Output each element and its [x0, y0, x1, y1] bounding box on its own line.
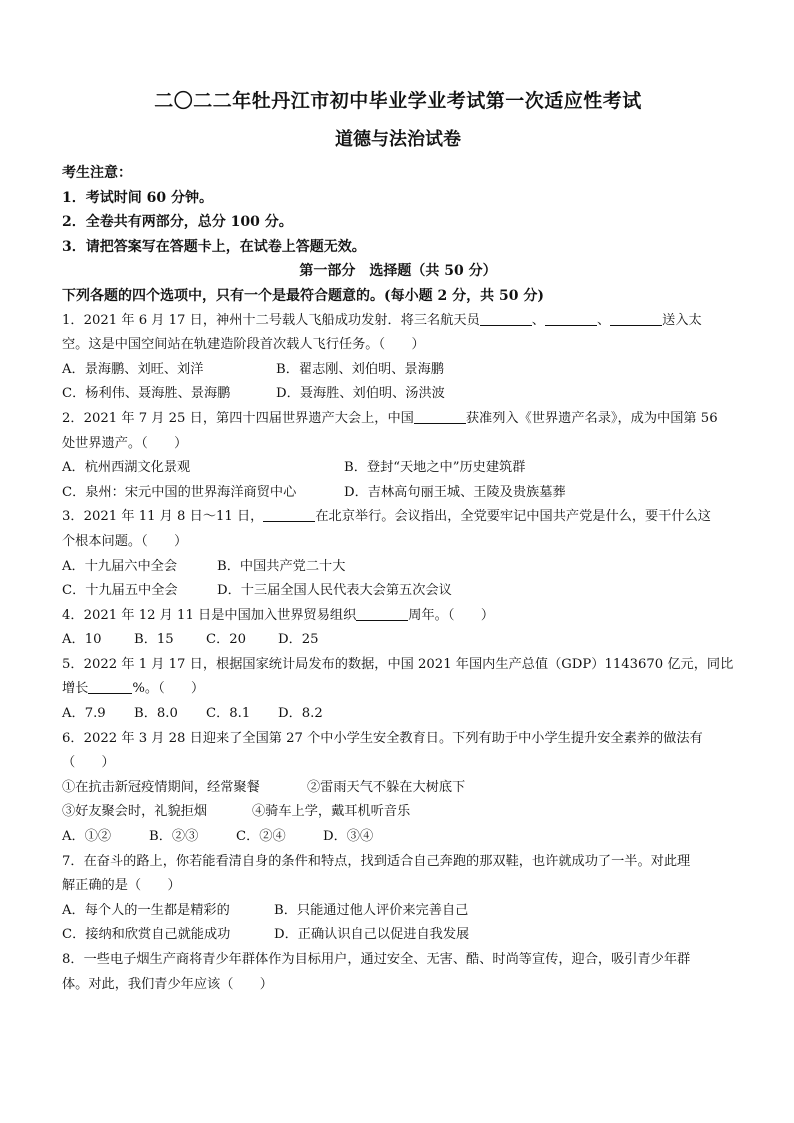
option-c: C．泉州：宋元中国的世界海洋商贸中心 [62, 484, 297, 500]
notice-item-2: 2．全卷共有两部分，总分 100 分。 [62, 214, 293, 231]
option-row [62, 923, 734, 948]
option-row [62, 899, 734, 924]
option-row [62, 702, 734, 727]
notice-item-3: 3．请把答案写在答题卡上，在试卷上答题无效。 [62, 238, 366, 255]
option-d: D．聂海胜、刘伯明、汤洪波 [276, 386, 445, 402]
statement-1: ①在抗击新冠疫情期间，经常聚餐 [62, 779, 260, 795]
question-1 [62, 309, 734, 407]
option-a: A．每个人的一生都是精彩的 [62, 902, 230, 918]
statement-row [62, 776, 734, 801]
question-5 [62, 653, 734, 727]
option-d: D．吉林高句丽王城、王陵及贵族墓葬 [344, 484, 566, 500]
option-row [62, 555, 734, 580]
option-d: D．正确认识自己以促进自我发展 [274, 927, 470, 943]
question-2 [62, 407, 734, 505]
notice-section [62, 161, 734, 259]
question-stem-cont: （ ） [62, 755, 115, 771]
option-d: D．③④ [323, 829, 374, 845]
question-7 [62, 850, 734, 948]
question-stem: 1．2021 年 6 月 17 日，神州十二号载人飞船成功发射．将三名航天员 、 、 送入太 [62, 312, 702, 328]
question-8 [62, 948, 734, 997]
question-6 [62, 727, 734, 850]
option-b: B．②③ [149, 829, 199, 845]
notice-item-1: 1．考试时间 60 分钟。 [62, 189, 213, 206]
answer-blank [263, 507, 315, 522]
option-a: A．7.9 [62, 706, 106, 722]
question-stem-cont: 体。对此，我们青少年应该（ ） [62, 976, 273, 992]
statement-2: ②雷雨天气不躲在大树底下 [307, 779, 466, 795]
option-c: C．8.1 [206, 706, 251, 722]
option-b: B．8.0 [134, 706, 178, 722]
answer-blank [88, 679, 132, 694]
option-a: A．①② [62, 829, 112, 845]
option-d: D．25 [278, 632, 319, 648]
question-stem: 2．2021 年 7 月 25 日，第四十四届世界遗产大会上，中国 获准列入《世界遗产名录》，成为中国第 56 [62, 410, 718, 426]
answer-blank [414, 409, 466, 424]
question-stem: 7．在奋斗的路上，你若能看清自身的条件和特点，找到适合自己奔跑的那双鞋，也许就成功了一半。对此理 [62, 853, 691, 869]
option-row [62, 628, 734, 653]
question-stem-cont: 空。这是中国空间站在轨建造阶段首次载人飞行任务。（ ） [62, 337, 425, 353]
option-d: D．8.2 [278, 706, 323, 722]
option-row [62, 358, 734, 383]
question-stem-cont: 解正确的是（ ） [62, 878, 181, 894]
part1-instruction: 下列各题的四个选项中，只有一个是最符合题意的。(每小题 2 分，共 50 分) [62, 287, 544, 304]
option-d: D．十三届全国人民代表大会第五次会议 [217, 583, 452, 599]
question-4 [62, 604, 734, 653]
option-c: C．十九届五中全会 [62, 583, 178, 599]
question-stem-cont: 增长 %。（ ） [62, 681, 205, 697]
option-row [62, 456, 734, 481]
question-stem: 4．2021 年 12 月 11 日是中国加入世界贸易组织 周年。（ ） [62, 607, 495, 623]
option-b: B．中国共产党二十大 [217, 558, 346, 574]
statement-4: ④骑车上学，戴耳机听音乐 [252, 804, 411, 820]
option-a: A．10 [62, 632, 102, 648]
option-c: C．20 [206, 632, 247, 648]
option-row [62, 825, 734, 850]
notice-heading: 考生注意： [62, 165, 132, 181]
option-c: C．杨利伟、聂海胜、景海鹏 [62, 386, 231, 402]
option-b: B．翟志刚、刘伯明、景海鹏 [276, 361, 444, 377]
exam-title: 二〇二二年牡丹江市初中毕业学业考试第一次适应性考试 [154, 90, 642, 112]
exam-subtitle: 道德与法治试卷 [335, 129, 461, 150]
question-stem-cont: 个根本问题。（ ） [62, 533, 188, 549]
option-b: B．只能通过他人评价来完善自己 [274, 902, 469, 918]
option-a: A．十九届六中全会 [62, 558, 178, 574]
question-stem: 3．2021 年 11 月 8 日～11 日， 在北京举行。会议指出，全党要牢记中国共产党是什么，要干什么这 [62, 509, 711, 525]
statement-row [62, 800, 734, 825]
option-c: C．②④ [236, 829, 286, 845]
option-row [62, 481, 734, 506]
answer-blank [545, 311, 597, 326]
answer-blank [356, 606, 408, 621]
option-b: B．登封“天地之中”历史建筑群 [344, 460, 526, 476]
question-3 [62, 505, 734, 603]
question-stem-cont: 处世界遗产。（ ） [62, 435, 188, 451]
option-a: A．景海鹏、刘旺、刘洋 [62, 361, 204, 377]
option-a: A．杭州西湖文化景观 [62, 460, 191, 476]
question-stem: 8．一些电子烟生产商将青少年群体作为目标用户，通过安全、无害、酷、时尚等宣传，迎合，吸引青少年群 [62, 952, 691, 967]
option-c: C．接纳和欣赏自己就能成功 [62, 927, 231, 943]
answer-blank [610, 311, 662, 326]
question-stem: 6．2022 年 3 月 28 日迎来了全国第 27 个中小学生安全教育日。下列有助于中小学生提升安全素养的做法有 [62, 730, 703, 746]
part1-heading: 第一部分 选择题（共 50 分） [299, 263, 497, 280]
option-row [62, 579, 734, 604]
option-b: B．15 [134, 632, 174, 648]
statement-3: ③好友聚会时，礼貌拒烟 [62, 804, 208, 820]
answer-blank [480, 311, 532, 326]
question-stem: 5．2022 年 1 月 17 日，根据国家统计局发布的数据，中国 2021 年国内生产总值（GDP）1143670 亿元，同比 [62, 656, 734, 672]
option-row [62, 382, 734, 407]
exam-page [62, 88, 734, 997]
